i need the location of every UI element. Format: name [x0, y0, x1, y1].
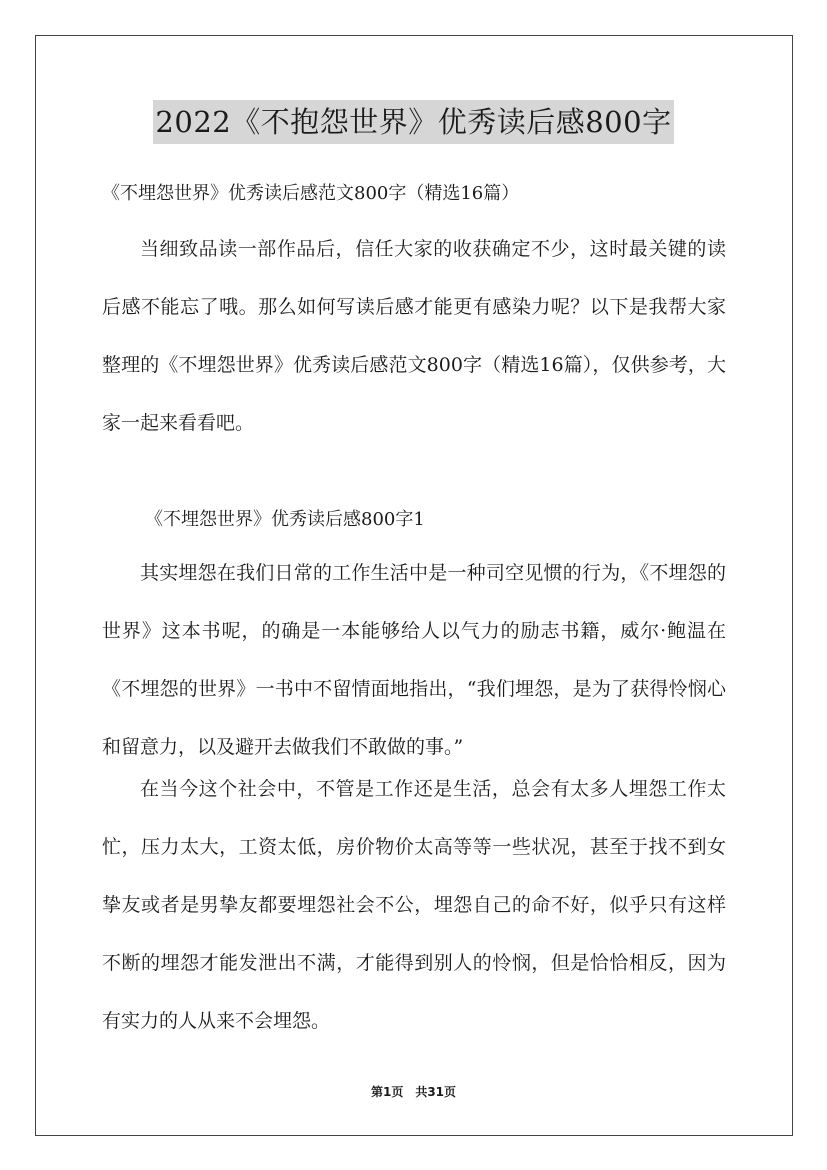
- document-subtitle: 《不埋怨世界》优秀读后感范文800字（精选16篇）: [102, 183, 520, 204]
- body-paragraph-1: 其实埋怨在我们日常的工作生活中是一种司空见惯的行为，《不埋怨的世界》这本书呢，的确是一本能够给人以气力的励志书籍，威尔·鲍温在《不埋怨的世界》一书中不留情面地指出，“我们埋怨，是为了获得怜悯心和留意力，以及避开去做我们不敢做的事。”: [102, 562, 726, 758]
- body-paragraph-2: 在当今这个社会中，不管是工作还是生活，总会有太多人埋怨工作太忙，压力太大，工资太低，房价物价太高等等一些状况，甚至于找不到女挚友或者是男挚友都要埋怨社会不公，埋怨自己的命不好，似乎只有这样不断的埋怨才能发泄出不满，才能得到别人的怜悯，但是恰恰相反，因为有实力的人从来不会埋怨。: [102, 778, 726, 1032]
- page-footer: 第1页 共31页: [370, 1085, 457, 1099]
- document-title: 2022《不抱怨世界》优秀读后感800字: [153, 100, 673, 144]
- section-heading: 《不埋怨世界》优秀读后感800字1: [145, 509, 425, 530]
- intro-paragraph: 当细致品读一部作品后，信任大家的收获确定不少，这时最关键的读后感不能忘了哦。那么如何写读后感才能更有感染力呢？以下是我帮大家整理的《不埋怨世界》优秀读后感范文800字（精选16篇），仅供参考，大家一起来看看吧。: [102, 238, 726, 434]
- document-title-container: [0, 100, 827, 144]
